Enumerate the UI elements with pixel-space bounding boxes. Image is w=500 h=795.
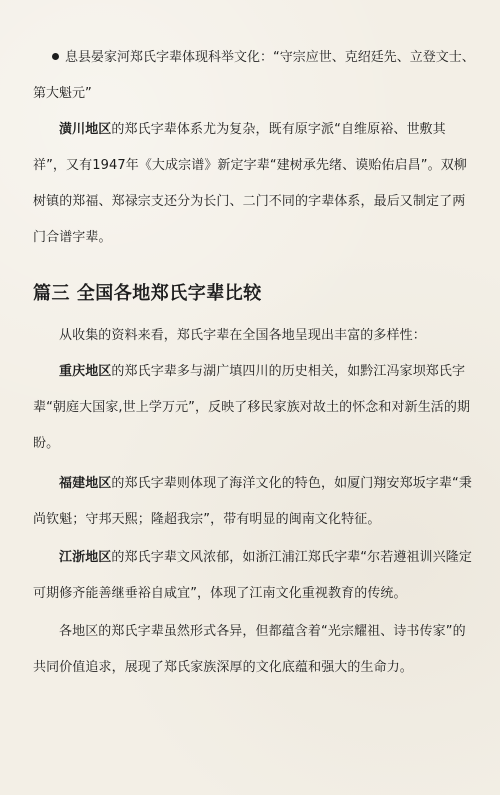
- region-label-chongqing: 重庆地区: [59, 364, 112, 379]
- paragraph-fujian-text: 的郑氏字辈则体现了海洋文化的特色，如厦门翔安郑坂字辈“秉尚钦魁；守邦天熙；隆超我宗”，带有明显的闽南文化特征。: [33, 476, 472, 527]
- region-label-jiangzhe: 江浙地区: [59, 550, 112, 565]
- bullet-item-xixian: [52, 40, 482, 76]
- bullet-text-line2: 第大魁元”: [33, 86, 92, 101]
- paragraph-jiangzhe: [33, 540, 473, 612]
- paragraph-jiangzhe-text: 的郑氏字辈文风浓郁，如浙江浦江郑氏字辈“尔若遵祖训兴隆定可期修齐能善继垂裕自咸宜”，体现了江南文化重视教育的传统。: [33, 550, 472, 601]
- paragraph-huangchuan: [33, 112, 473, 256]
- paragraph-chongqing: [33, 354, 473, 462]
- paragraph-fujian: [33, 466, 473, 538]
- paragraph-intro: 从收集的资料来看，郑氏字辈在全国各地呈现出丰富的多样性：: [59, 328, 426, 343]
- bullet-text-line1: 息县晏家河郑氏字辈体现科举文化：“守宗应世、克绍廷先、立登文士、: [65, 50, 475, 65]
- paragraph-summary: 各地区的郑氏字辈虽然形式各异，但都蕴含着“光宗耀祖、诗书传家”的共同价值追求，展现了郑氏家族深厚的文化底蕴和强大的生命力。: [33, 624, 466, 675]
- paragraph-huangchuan-text: 的郑氏字辈体系尤为复杂，既有原字派“自维原裕、世敷其祥”，又有1947年《大成宗谱》新定字辈“建树承先绪、谟贻佑启昌”。双柳树镇的郑福、郑禄宗支还分为长门、二门不同的字辈体系，最后又制定了两门合谱字辈。: [33, 122, 467, 245]
- region-label-huangchuan: 潢川地区: [59, 122, 112, 137]
- bullet-dot-icon: [52, 53, 59, 60]
- section-heading: 篇三 全国各地郑氏字辈比较: [33, 283, 262, 304]
- region-label-fujian: 福建地区: [59, 476, 112, 491]
- paragraph-chongqing-text: 的郑氏字辈多与湖广填四川的历史相关，如黔江冯家坝郑氏字辈“朝庭大国家,世上学万元”，反映了移民家族对故土的怀念和对新生活的期盼。: [33, 364, 471, 451]
